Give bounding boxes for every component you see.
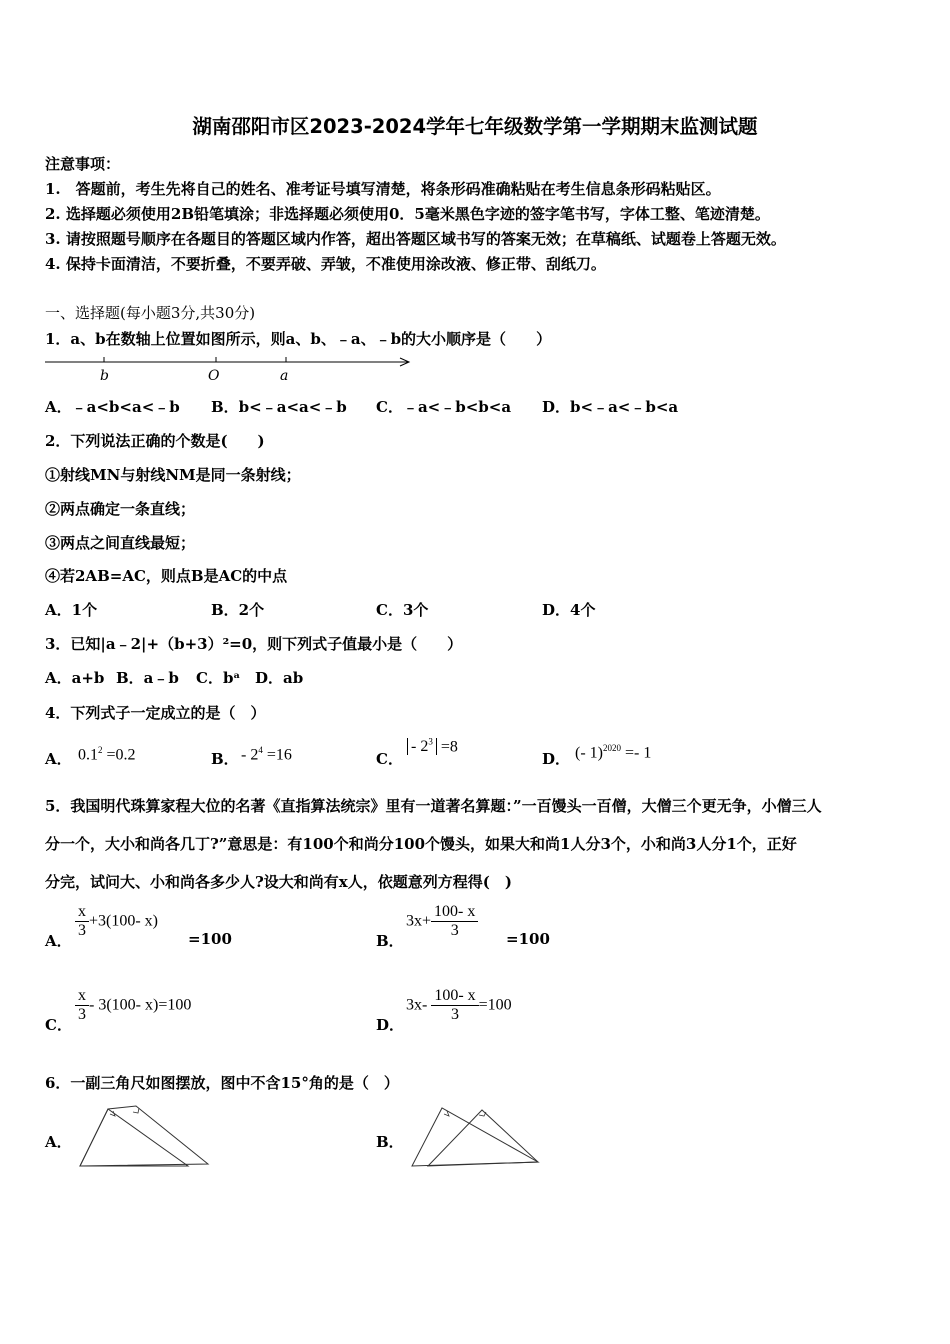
notice-item: 3. 请按照题号顺序在各题目的答题区域内作答，超出答题区域书写的答案无效；在草稿纸、试题卷上答题无效。 xyxy=(45,230,786,248)
q5-option-b-letter: B． xyxy=(376,932,404,950)
q5-option-c-expr: $\frac{x}{3}$ - 3(100- x)=100 xyxy=(75,987,191,1025)
q5-line: 分完，试问大、小和尚各多少人?设大和尚有x人，依题意列方程得( ) xyxy=(45,873,512,891)
q3-stem: 3．已知|a﹣2|+（b+3）²=0，则下列式子值最小是（ ） xyxy=(45,635,463,653)
q2-option-d: D．4个 xyxy=(542,601,596,619)
q2-statement: ④若2AB=AC，则点B是AC的中点 xyxy=(45,567,288,585)
notice-item: 1. 答题前，考生先将自己的姓名、准考证号填写清楚，将条形码准确粘贴在考生信息条形码粘贴区。 xyxy=(45,180,721,198)
axis-label-a: a xyxy=(280,368,289,384)
q4-option-d-expr: (- 1)$^{2020}$ =- 1 xyxy=(575,743,652,762)
q5-option-d-letter: D． xyxy=(376,1016,405,1034)
q6-option-a-letter: A． xyxy=(45,1133,72,1151)
q2-statement: ③两点之间直线最短； xyxy=(45,534,196,552)
q3-option-a: A．a+b xyxy=(45,669,105,687)
q4-option-b-expr: - $2^4 =16$ xyxy=(241,745,292,764)
q4-stem: 4．下列式子一定成立的是（ ） xyxy=(45,704,266,722)
q5-option-d-expr: 3x- $\frac{100- x}{3}$ =100 xyxy=(406,987,512,1024)
q1-option-b: B．b<﹣a<a<﹣b xyxy=(211,398,347,416)
q6-option-a-figure xyxy=(78,1104,218,1169)
axis-label-b: b xyxy=(100,368,109,384)
q4-option-a-letter: A． xyxy=(45,750,72,768)
q2-option-a: A．1个 xyxy=(45,601,98,619)
q5-line: 分一个，大小和尚各几丁?”意思是：有100个和尚分100个馒头，如果大和尚1人分3个，小和尚3人分1个，正好 xyxy=(45,835,797,853)
q5-option-a-expr: $\frac{x}{3}$ +3(100- x) xyxy=(75,903,158,941)
q4-option-a-expr: $0.1^2 =0.2$ xyxy=(78,745,136,764)
q5-line: 5．我国明代珠算家程大位的名著《直指算法统宗》里有一道著名算题：”一百馒头一百僧，大僧三个更无争，小僧三人 xyxy=(45,797,822,815)
q5-option-a-rhs: =100 xyxy=(188,930,232,948)
q1-option-d: D．b<﹣a<﹣b<a xyxy=(542,398,679,416)
q6-option-b-letter: B． xyxy=(376,1133,404,1151)
q4-option-d-letter: D． xyxy=(542,750,571,768)
notice-item: 4. 保持卡面清洁，不要折叠，不要弄破、弄皱，不准使用涂改液、修正带、刮纸刀。 xyxy=(45,255,606,273)
q3-option-b: B．a﹣b xyxy=(116,669,179,687)
q5-option-a-letter: A． xyxy=(45,932,72,950)
axis-label-origin: O xyxy=(208,368,220,384)
q1-option-a: A．﹣a<b<a<﹣b xyxy=(45,398,180,416)
q2-statement: ②两点确定一条直线； xyxy=(45,500,196,518)
q4-option-b-letter: B． xyxy=(211,750,239,768)
q2-stem: 2．下列说法正确的个数是( ) xyxy=(45,432,265,450)
section-heading: 一、选择题(每小题3分,共30分) xyxy=(45,304,256,322)
q1-stem: 1．a、b在数轴上位置如图所示，则a、b、﹣a、﹣b的大小顺序是（ ） xyxy=(45,330,552,348)
q2-statement: ①射线MN与射线NM是同一条射线； xyxy=(45,466,301,484)
q3-option-c: C．bᵃ xyxy=(196,669,241,687)
notice-item: 2. 选择题必须使用2B铅笔填涂；非选择题必须使用0．5毫米黑色字迹的签字笔书写，字体工整、笔迹清楚。 xyxy=(45,205,770,223)
q1-option-c: C．﹣a<﹣b<b<a xyxy=(376,398,512,416)
notice-heading: 注意事项： xyxy=(45,155,121,173)
q6-option-b-figure xyxy=(408,1104,548,1169)
page-title: 湖南邵阳市区2023-2024学年七年级数学第一学期期末监测试题 xyxy=(192,115,758,138)
q1-number-line xyxy=(40,352,420,387)
q3-option-d: D．ab xyxy=(255,669,304,687)
q5-option-c-letter: C． xyxy=(45,1016,72,1034)
q5-option-b-expr: 3x+ $\frac{100- x}{3}$ xyxy=(406,903,478,941)
q6-stem: 6．一副三角尺如图摆放，图中不含15°角的是（ ） xyxy=(45,1074,399,1092)
q5-option-b-rhs: =100 xyxy=(506,930,550,948)
q4-option-c-expr: - $2^3 =8$ xyxy=(407,737,458,756)
q2-option-b: B．2个 xyxy=(211,601,265,619)
q4-option-c-letter: C． xyxy=(376,750,403,768)
q2-option-c: C．3个 xyxy=(376,601,429,619)
